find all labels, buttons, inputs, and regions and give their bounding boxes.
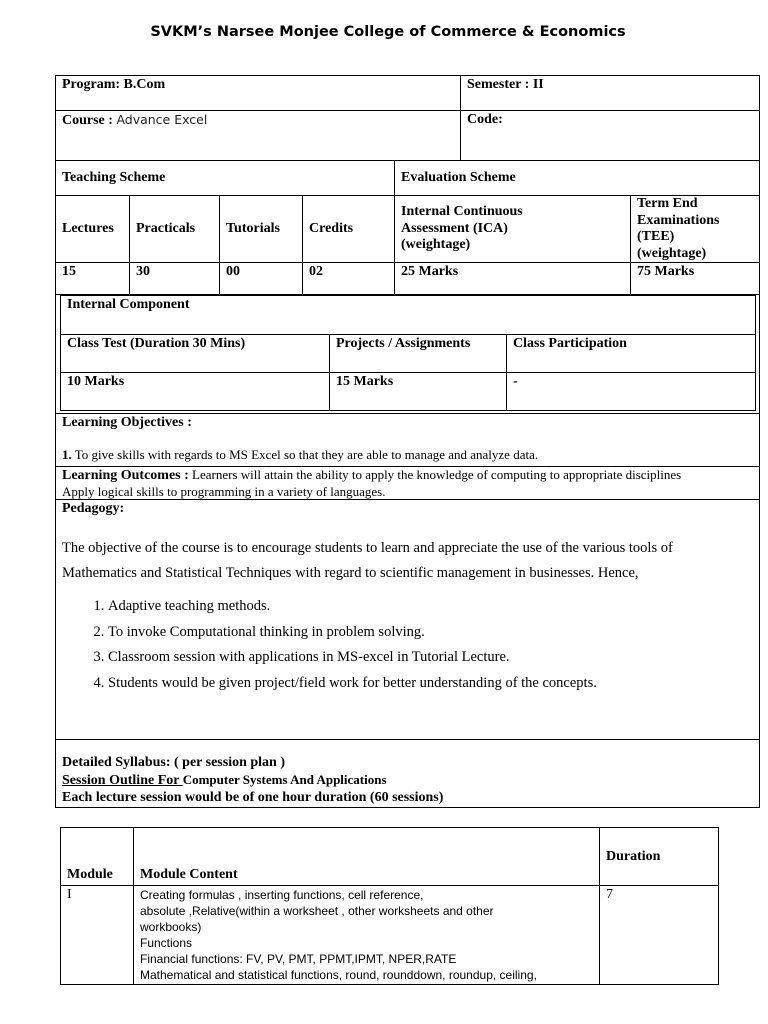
pedagogy-item: 3. Classroom session with applications in MS-excel in Tutorial Lecture. xyxy=(108,649,753,666)
program-cell xyxy=(56,76,461,111)
syllabus-line1: Detailed Syllabus: ( per session plan ) xyxy=(62,755,285,770)
module-duration: 7 xyxy=(600,886,719,985)
tee-value: 75 Marks xyxy=(631,263,760,295)
course-cell xyxy=(56,111,461,161)
lectures-header: Lectures xyxy=(56,196,130,263)
evaluation-scheme-cell xyxy=(395,161,760,196)
class-test-header: Class Test (Duration 30 Mins) xyxy=(61,335,330,373)
objective-item: 1. To give skills with regards to MS Excel so that they are able to manage and analyze data. xyxy=(62,447,539,462)
module-table xyxy=(60,827,719,985)
tutorials-header: Tutorials xyxy=(220,196,303,263)
teaching-scheme-label: Teaching Scheme xyxy=(62,170,166,185)
pedagogy-item: 2. To invoke Computational thinking in problem solving. xyxy=(108,624,753,641)
code-label: Code: xyxy=(467,112,503,127)
learning-outcomes-cell xyxy=(56,467,760,500)
ica-value: 25 Marks xyxy=(395,263,631,295)
semester-label: Semester : II xyxy=(467,77,544,92)
program-label: Program: B.Com xyxy=(62,77,166,92)
evaluation-scheme-label: Evaluation Scheme xyxy=(401,170,516,185)
duration-header: Duration xyxy=(600,828,719,886)
teaching-scheme-cell xyxy=(56,161,395,196)
internal-component-title: Internal Component xyxy=(61,296,756,335)
learning-outcomes-label: Learning Outcomes : xyxy=(62,468,189,483)
semester-cell xyxy=(461,76,760,111)
pedagogy-title: Pedagogy: xyxy=(62,501,125,516)
module-content-header: Module Content xyxy=(134,828,600,886)
pedagogy-paragraph: The objective of the course is to encourage students to learn and appreciate the use of the various tools of Mathematics and Statistical Techniques with regard to scientific management in businesses. Hence, xyxy=(62,540,673,581)
code-cell xyxy=(461,111,760,161)
pedagogy-list xyxy=(62,598,753,692)
module-header: Module xyxy=(61,828,134,886)
tutorials-value: 00 xyxy=(220,263,303,295)
class-test-value: 10 Marks xyxy=(61,373,330,411)
syllabus-cell xyxy=(56,740,760,808)
participation-header: Class Participation xyxy=(507,335,756,373)
pedagogy-item: 4. Students would be given project/field work for better understanding of the concepts. xyxy=(108,675,753,692)
projects-header: Projects / Assignments xyxy=(330,335,507,373)
ica-header: Internal Continuous Assessment (ICA) (weightage) xyxy=(395,196,631,263)
learning-objectives-cell xyxy=(56,414,760,467)
tee-header: Term End Examinations (TEE) (weightage) xyxy=(631,196,760,263)
syllabus-line3: Each lecture session would be of one hour duration (60 sessions) xyxy=(62,790,444,805)
internal-component-section xyxy=(56,295,760,414)
page-title: SVKM’s Narsee Monjee College of Commerce & Economics xyxy=(150,24,626,40)
course-label: Course : xyxy=(62,113,113,128)
module-number: I xyxy=(61,886,134,985)
practicals-header: Practicals xyxy=(130,196,220,263)
lectures-value: 15 xyxy=(56,263,130,295)
internal-component-table xyxy=(60,295,756,411)
pedagogy-item: 1. Adaptive teaching methods. xyxy=(108,598,753,615)
practicals-value: 30 xyxy=(130,263,220,295)
participation-value: - xyxy=(507,373,756,411)
projects-value: 15 Marks xyxy=(330,373,507,411)
learning-objectives-title: Learning Objectives : xyxy=(62,415,192,430)
learning-outcomes-line2: Apply logical skills to programming in a variety of languages. xyxy=(62,483,386,499)
course-table xyxy=(55,75,760,808)
pedagogy-cell xyxy=(56,500,760,740)
course-name: Advance Excel xyxy=(116,112,208,127)
learning-outcomes-text: Learners will attain the ability to apply the knowledge of computing to appropriate disciplines xyxy=(188,467,682,482)
credits-header: Credits xyxy=(303,196,395,263)
credits-value: 02 xyxy=(303,263,395,295)
syllabus-outline: Session Outline For Computer Systems And Applications xyxy=(62,772,387,788)
module-content: Creating formulas , inserting functions, cell reference, absolute ,Relative(within a worksheet , other worksheets and other workbooks) Functions Financial functions: FV, PV, PMT, PPMT,IPMT, NPER,RATE Mathematical and statistical functions, round, rounddown, roundup, ceiling, xyxy=(134,886,600,985)
